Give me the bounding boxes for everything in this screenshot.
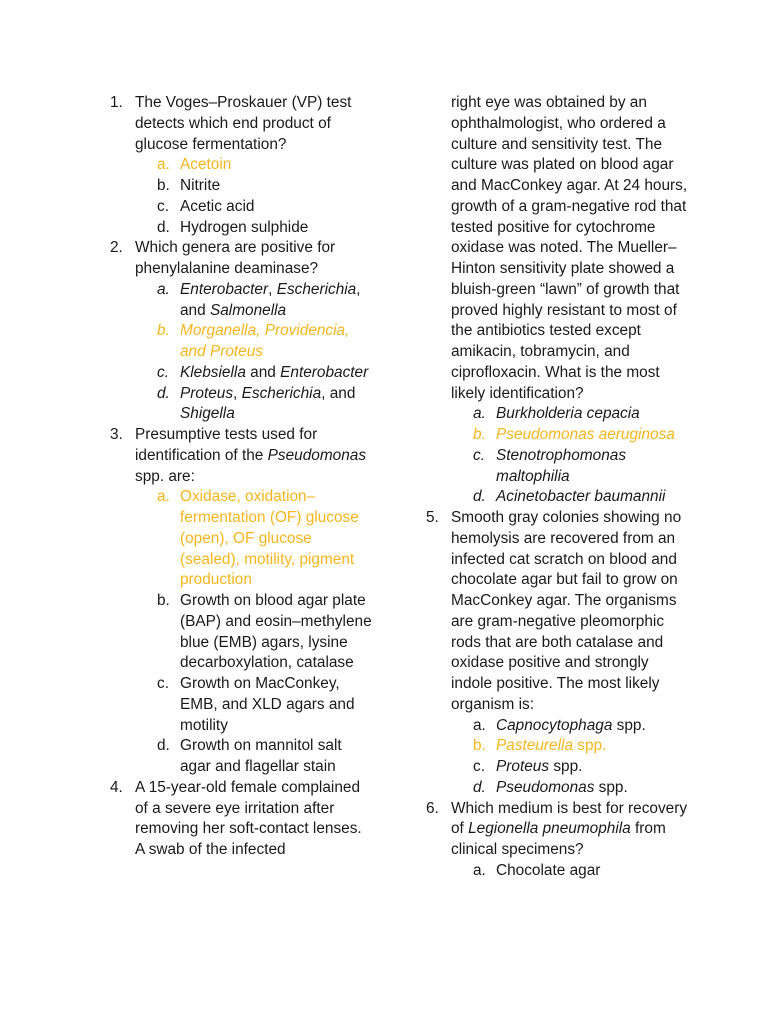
option-4a	[426, 404, 688, 425]
option-text: Pseudomonas aeruginosa	[496, 426, 675, 443]
option-text: Growth on MacConkey, EMB, and XLD agars and motility	[180, 675, 355, 734]
option-2c	[110, 363, 372, 384]
option-3c	[110, 674, 372, 736]
option-letter: c.	[473, 758, 485, 775]
option-5a	[426, 716, 688, 737]
option-text: Nitrite	[180, 177, 221, 194]
question-4	[110, 778, 372, 861]
option-text: Growth on blood agar plate (BAP) and eosin–methylene blue (EMB) agars, lysine decarboxylation, catalase	[180, 592, 372, 672]
option-letter: a.	[157, 488, 170, 506]
question-stem: Which genera are positive for phenylalanine deaminase?	[135, 239, 336, 277]
genus-name: Pseudomonas	[496, 778, 595, 796]
option-4b	[426, 425, 688, 446]
question-number: 5.	[426, 509, 439, 526]
option-text: Acinetobacter baumannii	[496, 488, 666, 506]
question-2	[110, 238, 372, 280]
option-letter: d.	[157, 218, 170, 236]
option-letter: a.	[157, 280, 170, 298]
option-letter: d.	[473, 488, 486, 506]
option-letter: a.	[157, 156, 170, 174]
option-text: ,	[233, 384, 242, 402]
option-5d	[426, 778, 688, 799]
option-text: , and	[321, 384, 356, 402]
genus-name: Legionella pneumophila	[468, 820, 631, 838]
option-letter: d.	[473, 778, 486, 796]
option-6a	[426, 861, 688, 882]
option-text: ,	[268, 280, 277, 298]
option-letter: b.	[473, 737, 486, 755]
question-stem: from clinical specimens?	[451, 820, 666, 858]
genus-name: Escherichia	[276, 280, 357, 298]
option-3d	[110, 736, 372, 778]
genus-name: Enterobacter	[280, 363, 369, 381]
option-letter: b.	[157, 592, 170, 609]
question-stem: right eye was obtained by an ophthalmologist, who ordered a culture and sensitivity test. The culture was plated on blood agar and MacConkey agar. At 24 hours, growth of a gram-negative rod that tested positive for cytochrome oxidase was noted. The Mueller–Hinton sensitivity plate showed a bluish-green “lawn” of growth that proved highly resistant to most of the antibiotics tested except amikacin, tobramycin, and ciprofloxacin. What is the most likely identification?	[451, 94, 688, 402]
option-text: Burkholderia cepacia	[496, 405, 640, 423]
option-text: and	[245, 363, 281, 381]
genus-name: Pasteurella	[496, 737, 573, 755]
option-letter: d.	[157, 384, 170, 402]
option-text: Acetoin	[180, 156, 232, 174]
option-5b	[426, 736, 688, 757]
genus-name: Klebsiella	[180, 363, 246, 381]
option-text: spp.	[573, 737, 607, 755]
option-letter: c.	[157, 363, 169, 381]
question-number: 3.	[110, 426, 123, 443]
left-column	[110, 93, 372, 861]
genus-name: Proteus	[496, 758, 550, 775]
question-stem: Presumptive tests used for identification of the	[135, 426, 318, 464]
option-letter: b.	[157, 177, 170, 194]
option-3a	[110, 487, 372, 591]
option-text: Oxidase, oxidation–fermentation (OF) glucose (open), OF glucose (sealed), motility, pigment production	[180, 488, 359, 589]
option-text: Acetic acid	[180, 197, 255, 215]
option-2d	[110, 384, 372, 426]
option-text: Morganella, Providencia, and Proteus	[180, 322, 350, 360]
question-1	[110, 93, 372, 155]
genus-name: Proteus	[180, 384, 234, 402]
option-1b	[110, 176, 372, 197]
option-letter: c.	[473, 446, 485, 464]
option-4d	[426, 487, 688, 508]
question-stem: A 15-year-old female complained of a severe eye irritation after removing her soft-contact lenses. A swab of the infected	[135, 778, 362, 858]
option-4c	[426, 446, 688, 488]
genus-name: Escherichia	[241, 384, 322, 402]
option-1d	[110, 218, 372, 239]
question-number: 4.	[110, 778, 123, 796]
option-letter: a.	[473, 716, 486, 734]
question-number: 2.	[110, 239, 123, 257]
option-2a	[110, 280, 372, 322]
option-letter: c.	[157, 197, 169, 215]
genus-name: Pseudomonas	[267, 446, 367, 464]
genus-name: Salmonella	[209, 301, 287, 319]
option-3b	[110, 591, 372, 674]
option-letter: a.	[473, 861, 486, 879]
option-1a	[110, 155, 372, 176]
option-5c	[426, 757, 688, 778]
option-text: Stenotrophomonas maltophilia	[496, 446, 627, 485]
option-text: spp.	[549, 758, 583, 775]
question-stem: Smooth gray colonies showing no hemolysis are recovered from an infected cat scratch on blood and chocolate agar but fail to grow on MacConkey agar. The organisms are gram-negative pleomorphic rods that are both catalase and oxidase positive and strongly indole positive. The most likely organism is:	[451, 509, 682, 713]
option-letter: b.	[157, 322, 170, 340]
option-text: Growth on mannitol salt agar and flagellar stain	[180, 737, 342, 775]
option-text: Hydrogen sulphide	[180, 218, 309, 236]
option-2b	[110, 321, 372, 363]
question-stem: Which medium is best for recovery of	[451, 799, 688, 838]
genus-name: Shigella	[180, 405, 235, 423]
option-letter: b.	[473, 426, 486, 443]
genus-name: Capnocytophaga	[496, 716, 613, 734]
option-text: spp.	[594, 778, 628, 796]
question-4-continued	[426, 93, 688, 404]
question-stem: The Voges–Proskauer (VP) test detects which end product of glucose fermentation?	[135, 94, 352, 153]
option-text: spp.	[612, 716, 646, 734]
option-letter: a.	[473, 405, 486, 423]
option-text: , and	[180, 280, 361, 319]
option-letter: d.	[157, 737, 170, 755]
question-stem: spp. are:	[135, 467, 195, 485]
option-text: Chocolate agar	[496, 861, 601, 879]
question-3	[110, 425, 372, 487]
option-1c	[110, 197, 372, 218]
question-number: 6.	[426, 799, 439, 817]
right-column	[426, 93, 688, 882]
option-letter: c.	[157, 675, 169, 692]
question-6	[426, 799, 688, 861]
genus-name: Enterobacter	[180, 280, 269, 298]
question-5	[426, 508, 688, 716]
question-number: 1.	[110, 94, 123, 111]
